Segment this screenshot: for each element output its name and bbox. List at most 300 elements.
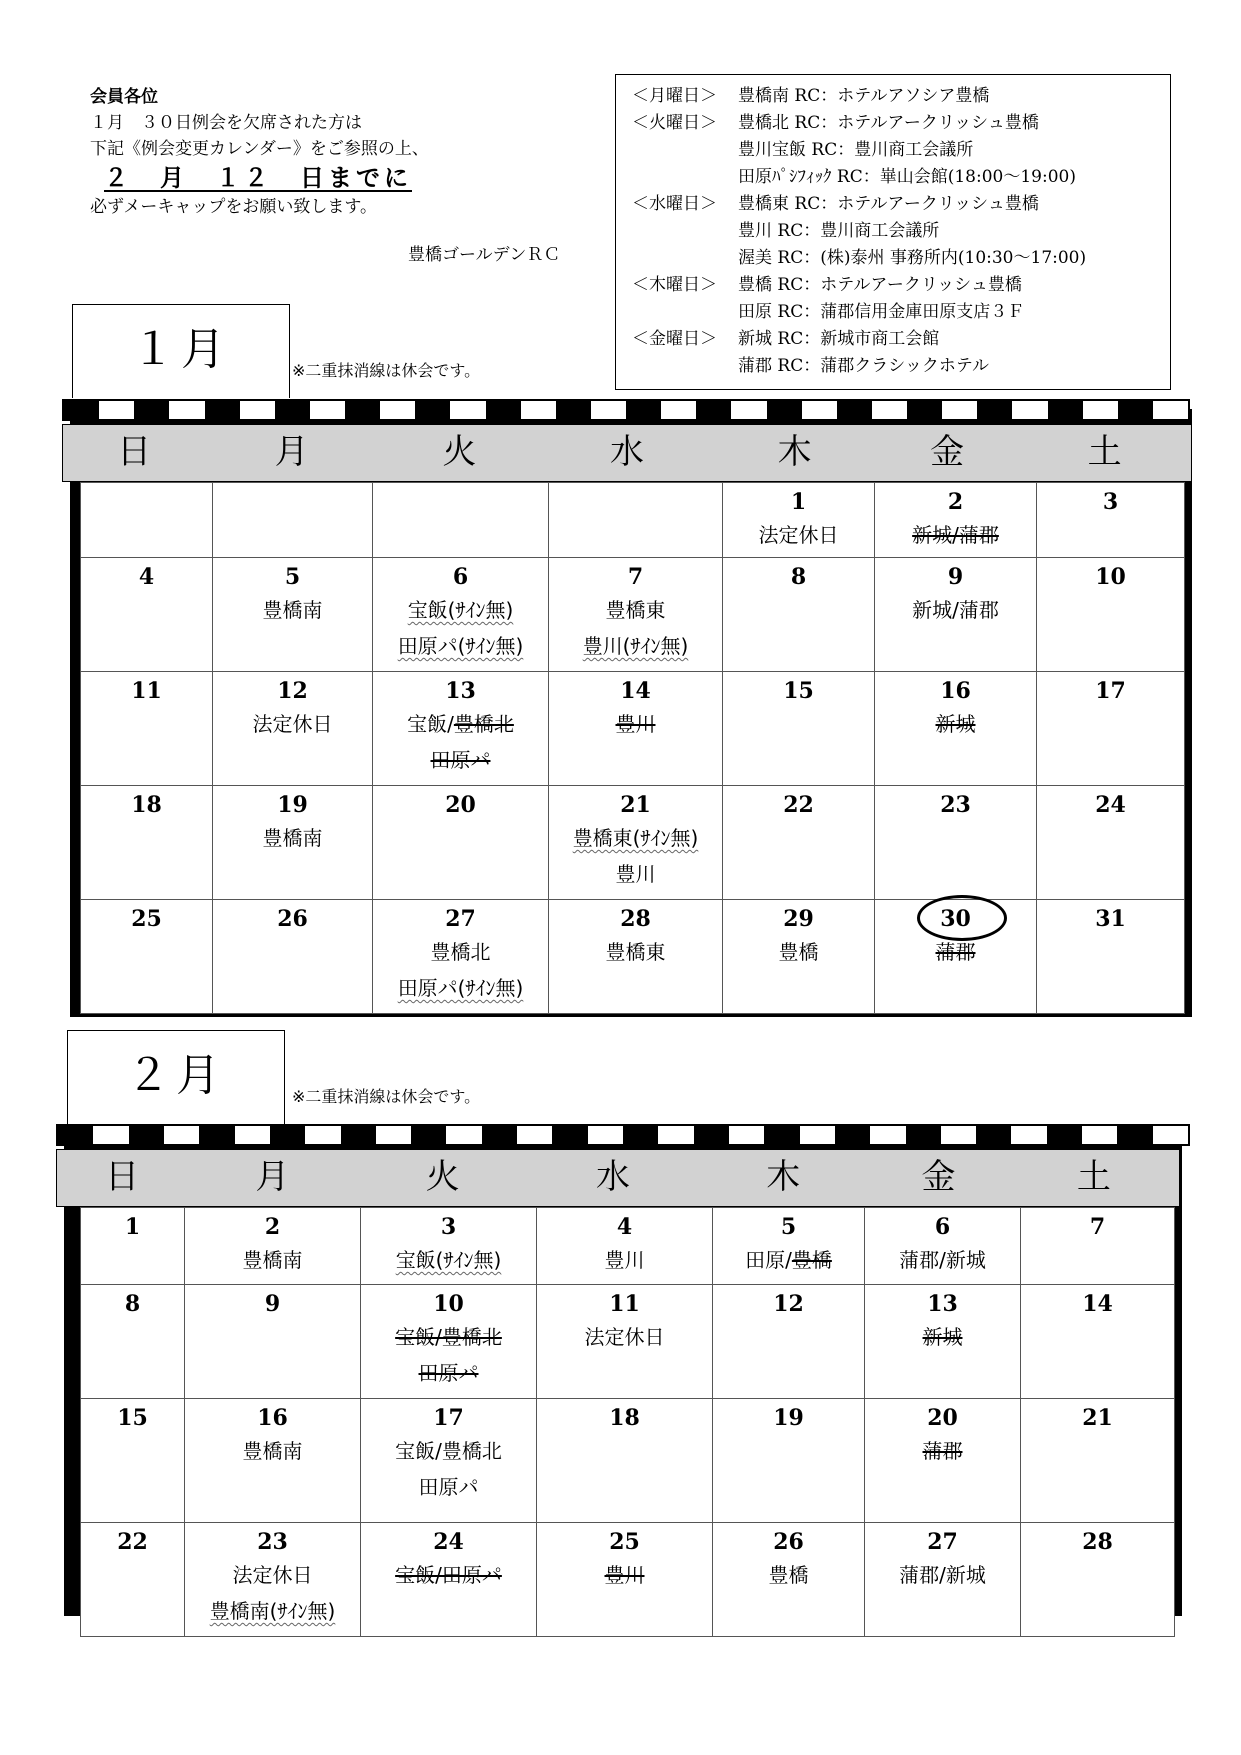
meeting-entry: 豊橋南 [242, 1248, 303, 1272]
meeting-line [713, 1242, 864, 1278]
checker-square [588, 1126, 623, 1144]
weekday-label: 土 [1087, 432, 1122, 472]
checker-square [626, 401, 661, 419]
day-number: 15 [117, 1405, 148, 1431]
day-number: 13 [927, 1291, 958, 1317]
meeting-line [865, 1319, 1020, 1355]
day-number: 20 [927, 1405, 958, 1431]
checker-square [623, 1126, 658, 1144]
strike-note-january: ※二重抹消線は休会です。 [292, 361, 481, 380]
meeting-entry: 豊川 [604, 1248, 645, 1272]
meeting-entry: 宝飯(ｻｲﾝ無) [395, 1248, 502, 1272]
day-number: 25 [131, 906, 162, 932]
week-row [81, 1285, 1175, 1399]
meeting-line [361, 1469, 536, 1505]
meeting-line [185, 1593, 360, 1629]
day-cell [713, 1399, 865, 1523]
day-cell [81, 1285, 185, 1399]
day-number [81, 483, 212, 487]
week-row [81, 672, 1185, 786]
weekday-label: 火 [425, 1157, 460, 1197]
meeting-entry: 豊橋 [791, 1248, 832, 1272]
meeting-line [185, 1242, 360, 1278]
checker-square [129, 1126, 164, 1144]
day-cell [723, 672, 875, 786]
day-cell [537, 1208, 713, 1285]
day-cell [549, 558, 723, 672]
meeting-line [549, 706, 722, 742]
day-cell [213, 483, 373, 558]
day-cell [81, 1523, 185, 1637]
checker-square [906, 1126, 941, 1144]
day-number [213, 483, 372, 487]
day-cell [1021, 1285, 1175, 1399]
week-row [81, 483, 1185, 558]
location-weekday: ＜木曜日＞ [632, 275, 717, 295]
week-row [81, 786, 1185, 900]
weekday-label: 土 [1076, 1157, 1111, 1197]
day-number: 10 [433, 1291, 464, 1317]
meeting-line [865, 1557, 1020, 1593]
checker-square [837, 401, 872, 419]
checker-square [731, 401, 766, 419]
day-number: 17 [1095, 678, 1126, 704]
day-number: 28 [620, 906, 651, 932]
day-cell [723, 483, 875, 558]
weekday-label: 水 [595, 1157, 630, 1197]
day-number: 13 [445, 678, 476, 704]
meeting-entry: 豊橋北 [453, 712, 514, 736]
meeting-line [723, 517, 874, 553]
checker-square [380, 401, 415, 419]
meeting-line [549, 628, 722, 664]
weekday-label: 金 [921, 1157, 956, 1197]
day-number: 3 [440, 1214, 457, 1240]
meeting-line [549, 592, 722, 628]
weekday-label: 日 [105, 1157, 140, 1197]
checker-square [694, 1126, 729, 1144]
checker-square [486, 401, 521, 419]
weekday-label: 金 [930, 432, 965, 472]
meeting-entry: 新城 [922, 1325, 963, 1349]
location-weekday [632, 245, 738, 272]
day-number: 19 [773, 1405, 804, 1431]
day-cell [373, 483, 549, 558]
location-row [632, 299, 1170, 326]
location-weekday [632, 164, 738, 191]
week-row [81, 1208, 1175, 1285]
checker-square [517, 1126, 552, 1144]
checker-square [764, 1126, 799, 1144]
meeting-entry: 新城/蒲郡 [912, 598, 999, 622]
meeting-location-box [615, 74, 1171, 390]
meeting-entry: 蒲郡 [922, 1439, 963, 1463]
day-cell [865, 1285, 1021, 1399]
checker-square [64, 401, 99, 419]
day-cell [1021, 1523, 1175, 1637]
day-cell [373, 672, 549, 786]
day-number: 29 [783, 906, 814, 932]
weekday-label: 木 [777, 432, 812, 472]
checker-square [696, 401, 731, 419]
checker-square [205, 401, 240, 419]
day-cell [713, 1208, 865, 1285]
weekday-label: 日 [117, 432, 152, 472]
location-text: 豊川 RC：豊川商工会議所 [738, 221, 940, 241]
day-cell [1037, 558, 1185, 672]
checker-square [800, 1126, 835, 1144]
meeting-line [373, 628, 548, 664]
day-number: 21 [1082, 1405, 1113, 1431]
day-number: 9 [264, 1291, 281, 1317]
meeting-entry: 豊橋 [778, 940, 819, 964]
day-cell [185, 1523, 361, 1637]
day-number: 23 [940, 792, 971, 818]
checker-square [93, 1126, 128, 1144]
checker-square [976, 1126, 1011, 1144]
location-weekday: ＜水曜日＞ [632, 194, 717, 214]
weekday-label: 火 [442, 432, 477, 472]
day-cell [213, 786, 373, 900]
day-number: 22 [117, 1529, 148, 1555]
location-row [632, 137, 1170, 164]
meeting-entry: 豊橋東(ｻｲﾝ無) [572, 826, 699, 850]
day-number: 20 [445, 792, 476, 818]
day-number: 12 [773, 1291, 804, 1317]
day-cell [185, 1399, 361, 1523]
location-text: 田原ﾊﾟｼﾌｨｯｸ RC：崋山会館(18:00～19:00) [738, 167, 1076, 187]
day-number: 21 [620, 792, 651, 818]
weekday-label: 月 [274, 432, 309, 472]
day-number: 3 [1102, 489, 1119, 515]
checker-square [275, 401, 310, 419]
day-cell [373, 786, 549, 900]
day-number: 18 [609, 1405, 640, 1431]
meeting-line [213, 706, 372, 742]
day-cell [1021, 1399, 1175, 1523]
meeting-entry: 豊橋南 [262, 826, 323, 850]
day-number: 6 [934, 1214, 951, 1240]
checker-square [240, 401, 275, 419]
calendar-grid-january [80, 482, 1185, 1014]
meeting-entry: 田原パ(ｻｲﾝ無) [397, 976, 524, 1000]
meeting-entry: 豊川 [615, 712, 656, 736]
meeting-entry: 法定休日 [584, 1325, 665, 1349]
day-cell [875, 672, 1037, 786]
day-cell [723, 786, 875, 900]
day-cell [723, 900, 875, 1014]
meeting-entry: 蒲郡 [935, 940, 976, 964]
day-number: 23 [257, 1529, 288, 1555]
day-cell [373, 558, 549, 672]
week-row [81, 1523, 1175, 1637]
location-text: 豊橋北 RC：ホテルアークリッシュ豊橋 [738, 113, 1039, 133]
day-cell [81, 786, 213, 900]
checker-square [450, 401, 485, 419]
day-cell [81, 1208, 185, 1285]
day-number: 25 [609, 1529, 640, 1555]
checker-square [99, 401, 134, 419]
location-weekday: ＜火曜日＞ [632, 113, 717, 133]
day-cell [373, 900, 549, 1014]
location-text: 豊橋南 RC：ホテルアソシア豊橋 [738, 86, 990, 106]
location-text: 渥美 RC：(株)泰州 事務所内(10:30～17:00) [738, 248, 1087, 268]
day-number: 10 [1095, 564, 1126, 590]
meeting-line [713, 1557, 864, 1593]
meeting-line [373, 706, 548, 742]
meeting-line [213, 592, 372, 628]
weekday-header-january [62, 424, 1192, 482]
day-cell [361, 1399, 537, 1523]
location-weekday: ＜月曜日＞ [632, 86, 717, 106]
checker-square [977, 401, 1012, 419]
day-number: 18 [131, 792, 162, 818]
meeting-entry: 新城/蒲郡 [912, 523, 999, 547]
strike-note-february: ※二重抹消線は休会です。 [292, 1087, 481, 1106]
deadline-text: ２ 月 １２ 日までに [104, 164, 412, 192]
checker-square [199, 1126, 234, 1144]
location-text: 田原 RC：蒲郡信用金庫田原支店３Ｆ [738, 302, 1025, 322]
day-number: 6 [452, 564, 469, 590]
weekday-label: 木 [766, 1157, 801, 1197]
weekday-label: 月 [255, 1157, 290, 1197]
day-cell [713, 1523, 865, 1637]
day-cell [213, 672, 373, 786]
meeting-line [185, 1433, 360, 1469]
day-cell [81, 900, 213, 1014]
location-row [632, 353, 1170, 380]
month-tab-january: １月 [72, 304, 290, 398]
day-cell [81, 672, 213, 786]
week-row [81, 1399, 1175, 1523]
location-row [632, 110, 1170, 137]
meeting-entry: 田原/ [745, 1248, 792, 1272]
day-cell [361, 1208, 537, 1285]
checker-square [1082, 1126, 1117, 1144]
meeting-entry: 新城 [935, 712, 976, 736]
day-number [373, 483, 548, 487]
checker-square [802, 401, 837, 419]
day-cell [1037, 786, 1185, 900]
checker-square [1047, 1126, 1082, 1144]
weekday-header-february [56, 1149, 1180, 1207]
location-text: 豊橋東 RC：ホテルアークリッシュ豊橋 [738, 194, 1039, 214]
checker-square [1012, 401, 1047, 419]
checker-square [661, 401, 696, 419]
day-cell [1037, 483, 1185, 558]
location-row [632, 164, 1170, 191]
meeting-entry: 法定休日 [232, 1563, 313, 1587]
meeting-entry: 宝飯/ [407, 712, 454, 736]
meeting-entry: 蒲郡/新城 [899, 1563, 986, 1587]
day-number: 5 [284, 564, 301, 590]
location-row [632, 326, 1170, 353]
day-cell [549, 483, 723, 558]
day-cell [185, 1285, 361, 1399]
day-number: 9 [947, 564, 964, 590]
checker-strip-january [62, 399, 1190, 421]
meeting-entry: 豊橋北 [430, 940, 491, 964]
checker-square [164, 1126, 199, 1144]
checker-square [411, 1126, 446, 1144]
day-cell [1021, 1208, 1175, 1285]
meeting-entry: 豊川(ｻｲﾝ無) [582, 634, 689, 658]
meeting-entry: 豊川 [604, 1563, 645, 1587]
day-number: 4 [138, 564, 155, 590]
checker-square [415, 401, 450, 419]
location-weekday [632, 137, 738, 164]
checker-square [835, 1126, 870, 1144]
checker-square [270, 1126, 305, 1144]
highlight-circle [917, 895, 1007, 941]
meeting-entry: 宝飯/豊橋北 [395, 1325, 502, 1349]
day-number [549, 483, 722, 487]
checker-square [310, 401, 345, 419]
checker-square [729, 1126, 764, 1144]
day-number: 30 [940, 906, 971, 932]
day-cell [185, 1208, 361, 1285]
weekday-label: 水 [609, 432, 644, 472]
location-row [632, 83, 1170, 110]
location-text: 蒲郡 RC：蒲郡クラシックホテル [738, 356, 990, 376]
day-number: 2 [947, 489, 964, 515]
notice-block [90, 84, 561, 265]
day-number: 27 [445, 906, 476, 932]
checker-square [942, 401, 977, 419]
day-number: 17 [433, 1405, 464, 1431]
checker-square [169, 401, 204, 419]
day-number: 7 [1089, 1214, 1106, 1240]
day-number: 14 [1082, 1291, 1113, 1317]
day-cell [81, 483, 213, 558]
notice-greeting: 会員各位 [90, 87, 158, 107]
meeting-entry: 豊橋南 [262, 598, 323, 622]
meeting-line [361, 1355, 536, 1391]
day-cell [865, 1399, 1021, 1523]
meeting-entry: 田原パ [418, 1361, 479, 1385]
checker-square [446, 1126, 481, 1144]
day-number: 15 [783, 678, 814, 704]
checker-square [591, 401, 626, 419]
meeting-line [361, 1319, 536, 1355]
notice-line-3: 下記《例会変更カレンダー》をご参照の上、 [90, 139, 429, 159]
meeting-line [537, 1557, 712, 1593]
checker-square [58, 1126, 93, 1144]
location-row [632, 218, 1170, 245]
checker-square [941, 1126, 976, 1144]
day-cell [1037, 900, 1185, 1014]
day-cell [549, 672, 723, 786]
checker-square [1011, 1126, 1046, 1144]
location-row [632, 191, 1170, 218]
day-cell [549, 900, 723, 1014]
meeting-entry: 豊橋東 [605, 598, 666, 622]
day-cell [875, 483, 1037, 558]
location-text: 豊橋 RC：ホテルアークリッシュ豊橋 [738, 275, 1022, 295]
checker-square [134, 401, 169, 419]
day-number: 16 [940, 678, 971, 704]
notice-line-5: 必ずメーキャップをお願い致します。 [90, 197, 377, 217]
checker-square [1118, 401, 1153, 419]
meeting-line [875, 592, 1036, 628]
meeting-entry: 法定休日 [252, 712, 333, 736]
club-name: 豊橋ゴールデンＲＣ [408, 245, 561, 265]
checker-square [907, 401, 942, 419]
checker-square [872, 401, 907, 419]
meeting-line [865, 1242, 1020, 1278]
day-cell [865, 1523, 1021, 1637]
checker-square [556, 401, 591, 419]
meeting-line [213, 820, 372, 856]
meeting-line [549, 934, 722, 970]
location-text: 新城 RC：新城市商工会館 [738, 329, 940, 349]
meeting-entry: 蒲郡/新城 [899, 1248, 986, 1272]
location-weekday: ＜金曜日＞ [632, 329, 717, 349]
meeting-line [549, 820, 722, 856]
meeting-line [723, 934, 874, 970]
checker-square [552, 1126, 587, 1144]
day-cell [361, 1523, 537, 1637]
day-number: 2 [264, 1214, 281, 1240]
meeting-line [537, 1319, 712, 1355]
day-cell [81, 1399, 185, 1523]
notice-line-2: １月 ３０日例会を欠席された方は [90, 113, 362, 133]
checker-square [658, 1126, 693, 1144]
meeting-line [185, 1557, 360, 1593]
day-cell [875, 786, 1037, 900]
meeting-entry: 豊橋 [768, 1563, 809, 1587]
day-number: 26 [277, 906, 308, 932]
checker-square [1153, 1126, 1188, 1144]
day-number: 27 [927, 1529, 958, 1555]
meeting-entry: 豊橋東 [605, 940, 666, 964]
meeting-line [373, 592, 548, 628]
checker-square [767, 401, 802, 419]
day-cell [875, 558, 1037, 672]
meeting-line [373, 742, 548, 778]
meeting-line [549, 856, 722, 892]
day-number: 7 [627, 564, 644, 590]
day-cell [549, 786, 723, 900]
meeting-line [537, 1242, 712, 1278]
day-cell [81, 558, 213, 672]
day-number: 5 [780, 1214, 797, 1240]
day-number: 24 [433, 1529, 464, 1555]
day-number: 1 [124, 1214, 141, 1240]
day-number: 16 [257, 1405, 288, 1431]
day-cell [723, 558, 875, 672]
checker-square [870, 1126, 905, 1144]
day-cell [537, 1285, 713, 1399]
meeting-line [361, 1242, 536, 1278]
checker-square [1083, 401, 1118, 419]
meeting-entry: 豊橋南 [242, 1439, 303, 1463]
checker-square [1117, 1126, 1152, 1144]
checker-square [1153, 401, 1188, 419]
checker-strip-february [56, 1124, 1190, 1146]
location-row [632, 245, 1170, 272]
meeting-entry: 豊橋南(ｻｲﾝ無) [209, 1599, 336, 1623]
day-number: 24 [1095, 792, 1126, 818]
meeting-entry: 法定休日 [758, 523, 839, 547]
day-cell [213, 900, 373, 1014]
meeting-line [865, 1433, 1020, 1469]
day-number: 8 [124, 1291, 141, 1317]
checker-square [235, 1126, 270, 1144]
day-number: 11 [609, 1291, 640, 1317]
meeting-line [875, 706, 1036, 742]
day-cell [537, 1523, 713, 1637]
